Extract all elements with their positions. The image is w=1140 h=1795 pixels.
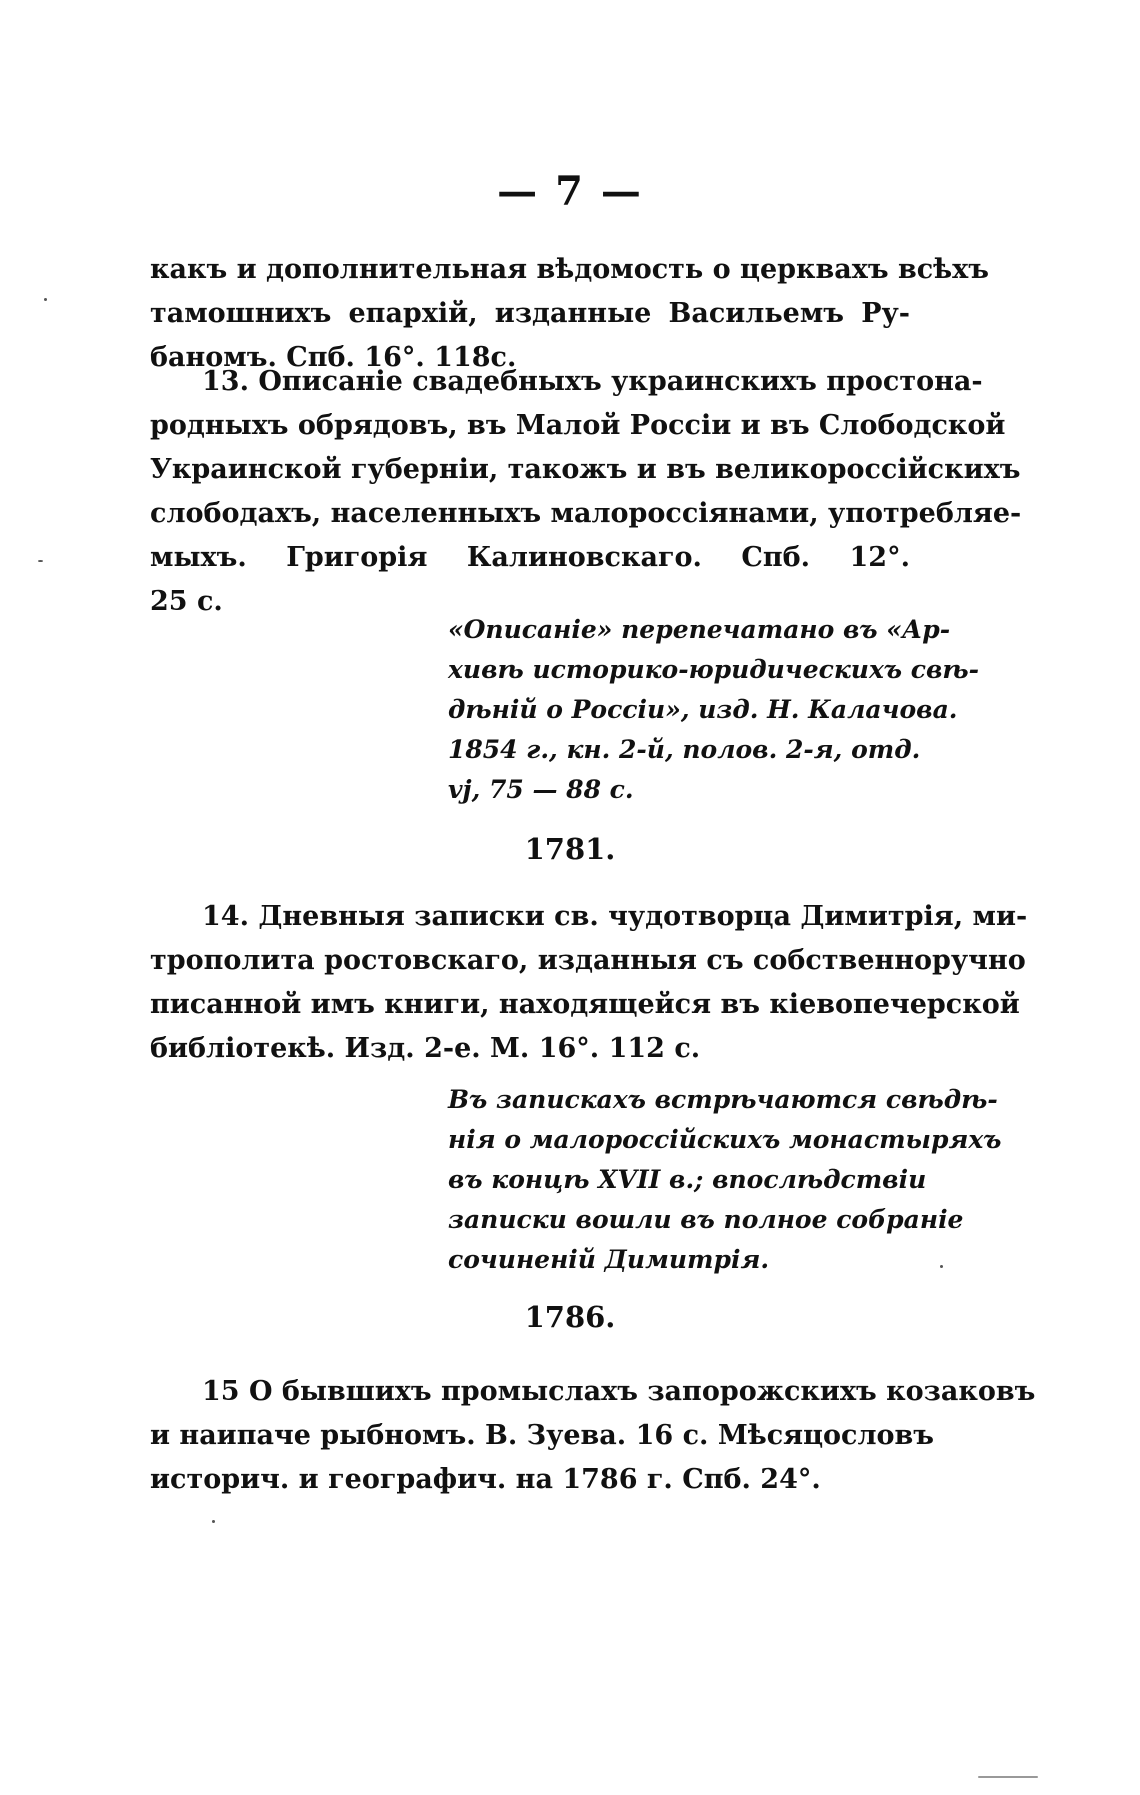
entry-13-line-6: 25 с. <box>150 586 223 617</box>
year-heading-1781: 1781. <box>524 832 616 866</box>
page-number: — 7 — <box>497 168 643 215</box>
entry-13-note-line-5: vj, 75 — 88 с. <box>448 775 634 804</box>
entry-14-note-line-4: записки вошли въ полное собраніе <box>448 1205 964 1234</box>
entry-14-note-line-1: Въ запискахъ встрѣчаются свѣдѣ- <box>448 1085 998 1114</box>
year-heading-1786: 1786. <box>524 1300 616 1334</box>
entry-14-line-4: библіотекѣ. Изд. 2-е. М. 16°. 112 с. <box>150 1033 701 1064</box>
entry-13-note-line-3: дѣній о Россіи», изд. Н. Калачова. <box>448 695 958 724</box>
entry-14-note-line-2: нія о малороссійскихъ монастыряхъ <box>448 1125 1002 1154</box>
entry-15-line-1: 15 О бывшихъ промыслахъ запорожскихъ козаковъ <box>202 1376 1036 1407</box>
scan-speck <box>940 1265 943 1268</box>
scan-edge-mark <box>978 1776 1038 1778</box>
entry-14 <box>150 895 1028 1071</box>
entry-13-line-1: 13. Описаніе свадебныхъ украинскихъ простона- <box>202 366 983 397</box>
entry-13-note <box>448 610 979 810</box>
entry-13-line-5: мыхъ. Григорія Калиновскаго. Спб. 12°. <box>150 542 910 573</box>
entry-12-line-3: баномъ. Спб. 16°. 118с. <box>150 342 517 373</box>
entry-12-line-1: какъ и дополнительная вѣдомость о церквахъ всѣхъ <box>150 254 989 285</box>
entry-13-line-4: слободахъ, населенныхъ малороссіянами, употребляе- <box>150 498 1022 529</box>
scan-speck <box>38 560 43 562</box>
scan-speck <box>212 1520 215 1523</box>
entry-14-note-line-5: сочиненій Димитрія. <box>448 1245 770 1274</box>
entry-13 <box>150 360 1022 624</box>
scan-speck <box>44 298 47 301</box>
entry-13-note-line-2: хивѣ историко-юридическихъ свѣ- <box>448 655 979 684</box>
entry-13-line-3: Украинской губерніи, такожъ и въ великороссійскихъ <box>150 454 1021 485</box>
entry-15-line-3: историч. и географич. на 1786 г. Спб. 24°. <box>150 1464 821 1495</box>
entry-13-note-line-1: «Описаніе» перепечатано въ «Ар- <box>448 615 951 644</box>
entry-15 <box>150 1370 1036 1502</box>
entry-14-line-1: 14. Дневныя записки св. чудотворца Димитрія, ми- <box>202 901 1028 932</box>
entry-14-line-2: трополита ростовскаго, изданныя съ собственноручно <box>150 945 1026 976</box>
entry-13-note-line-4: 1854 г., кн. 2-й, полов. 2-я, отд. <box>448 735 921 764</box>
entry-14-line-3: писанной имъ книги, находящейся въ кіевопечерской <box>150 989 1020 1020</box>
entry-14-note <box>448 1080 1002 1280</box>
entry-12-line-2: тамошнихъ епархій, изданные Васильемъ Ру- <box>150 298 910 329</box>
entry-14-note-line-3: въ концѣ XVII в.; впослѣдствіи <box>448 1165 927 1194</box>
entry-13-line-2: родныхъ обрядовъ, въ Малой Россіи и въ Слободской <box>150 410 1006 441</box>
entry-15-line-2: и наипаче рыбномъ. В. Зуева. 16 с. Мѣсяцословъ <box>150 1420 934 1451</box>
